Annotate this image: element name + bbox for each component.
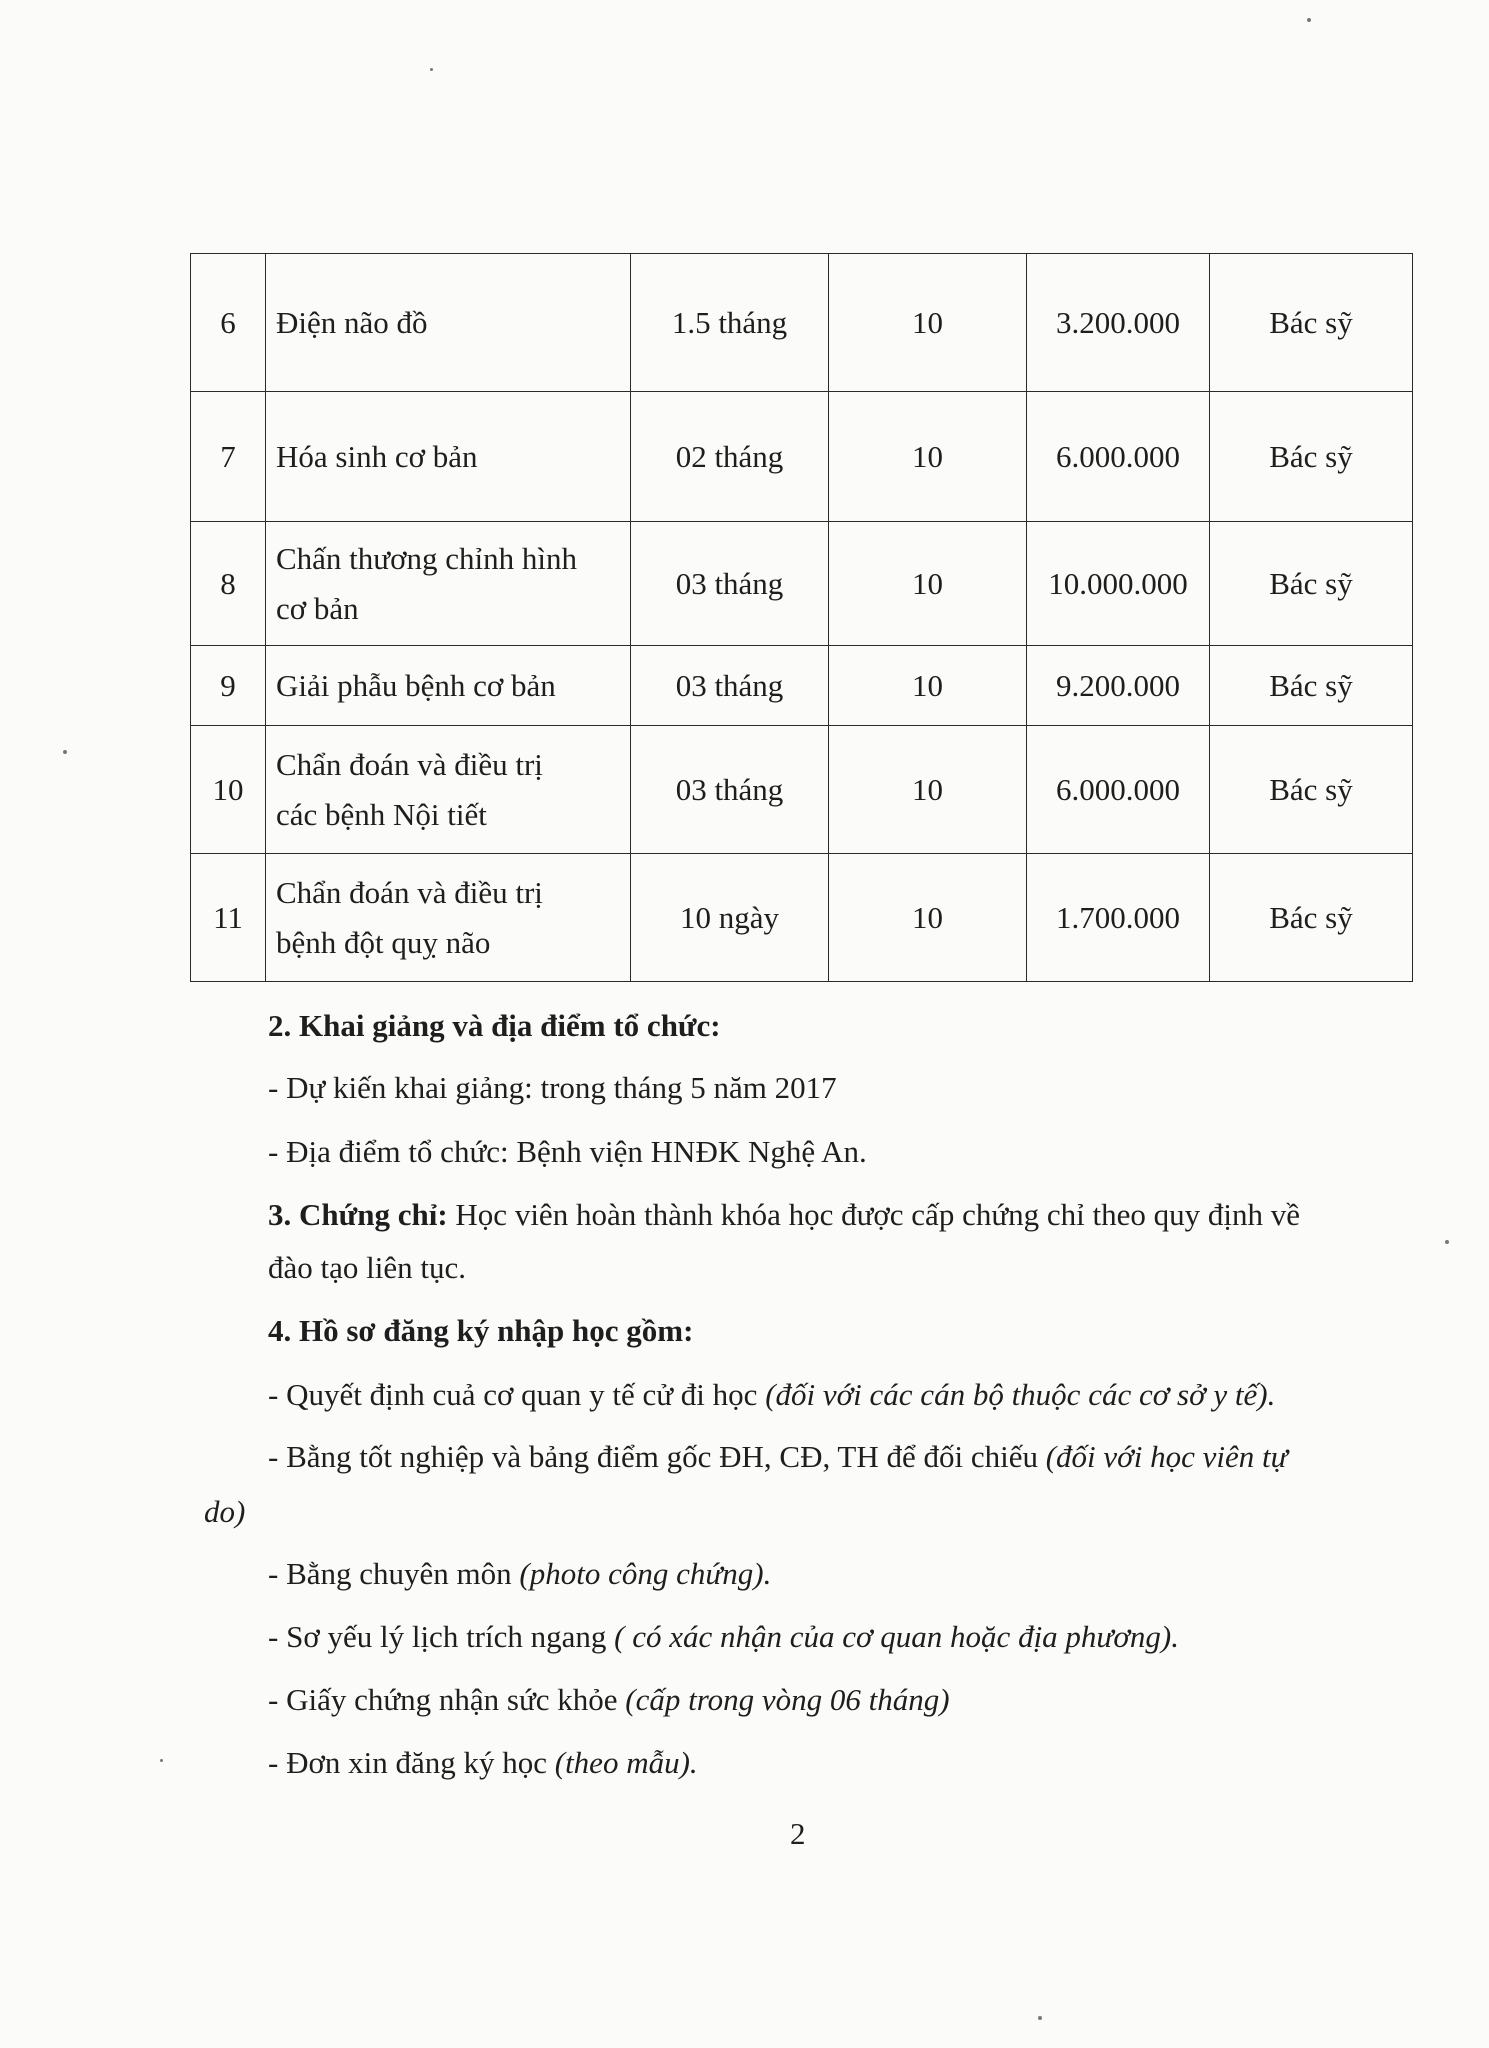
course-name: Hóa sinh cơ bản [266,392,631,522]
table-row [191,854,1413,982]
list-item-text: - Đơn xin đăng ký học [268,1745,555,1780]
list-item-note: (cấp trong vòng 06 tháng) [625,1682,950,1717]
table-row [191,726,1413,854]
list-item-text: - Sơ yếu lý lịch trích ngang [268,1619,615,1654]
course-target: Bác sỹ [1210,854,1413,982]
list-item [268,1680,950,1720]
list-item-note: (đối với học viên tự [1045,1439,1288,1474]
course-duration: 03 tháng [631,522,829,646]
course-name: Điện não đồ [266,254,631,392]
list-item [268,1375,1275,1415]
course-target: Bác sỹ [1210,726,1413,854]
course-name-line: Chẩn đoán và điều trị [276,746,543,782]
list-item [268,1437,1288,1477]
course-name-line: bệnh đột quỵ não [276,924,491,960]
row-number: 6 [191,254,266,392]
row-number: 9 [191,646,266,726]
list-item-text: - Quyết định cuả cơ quan y tế cử đi học [268,1377,766,1412]
scan-speck [430,68,433,71]
course-count: 10 [829,392,1027,522]
table-row [191,392,1413,522]
list-item-text: - Giấy chứng nhận sức khỏe [268,1682,626,1717]
page-number: 2 [790,1816,806,1851]
course-name [266,726,631,854]
course-name-line: Chấn thương chỉnh hình [276,540,577,576]
course-count: 10 [829,646,1027,726]
list-item [268,1554,771,1594]
course-fee: 6.000.000 [1027,392,1210,522]
row-number: 11 [191,854,266,982]
scan-speck [1445,1240,1449,1244]
list-item-cont [204,1492,245,1532]
course-fee: 6.000.000 [1027,726,1210,854]
section-3-text-cont: đào tạo liên tục. [268,1250,466,1285]
table-row [191,254,1413,392]
course-name-line: các bệnh Nội tiết [276,796,487,832]
course-duration: 03 tháng [631,726,829,854]
course-target: Bác sỹ [1210,392,1413,522]
course-target: Bác sỹ [1210,522,1413,646]
scan-speck [1038,2016,1042,2020]
course-count: 10 [829,854,1027,982]
list-item-text: - Bằng chuyên môn [268,1556,520,1591]
list-item [268,1617,1179,1657]
course-name [266,522,631,646]
course-target: Bác sỹ [1210,254,1413,392]
venue-line: - Địa điểm tổ chức: Bệnh viện HNĐK Nghệ An. [268,1134,867,1169]
course-count: 10 [829,726,1027,854]
course-count: 10 [829,254,1027,392]
row-number: 7 [191,392,266,522]
course-fee: 9.200.000 [1027,646,1210,726]
section-3-heading: 3. Chứng chỉ: [268,1197,448,1232]
course-duration: 10 ngày [631,854,829,982]
course-fee: 3.200.000 [1027,254,1210,392]
list-item-note: ( có xác nhận của cơ quan hoặc địa phương). [614,1619,1179,1654]
section-4-heading: 4. Hồ sơ đăng ký nhập học gồm: [268,1313,694,1348]
opening-date-line: - Dự kiến khai giảng: trong tháng 5 năm 2017 [268,1070,837,1105]
section-3-text: Học viên hoàn thành khóa học được cấp chứng chỉ theo quy định về [447,1197,1300,1232]
course-duration: 1.5 tháng [631,254,829,392]
list-item-note: (đối với các cán bộ thuộc các cơ sở y tế). [765,1377,1276,1412]
row-number: 8 [191,522,266,646]
course-fee: 1.700.000 [1027,854,1210,982]
list-item-text: - Bằng tốt nghiệp và bảng điểm gốc ĐH, CĐ, TH để đối chiếu [268,1439,1046,1474]
section-3-paragraph [268,1195,1300,1235]
course-count: 10 [829,522,1027,646]
scan-speck [1307,18,1311,22]
row-number: 10 [191,726,266,854]
section-2-heading: 2. Khai giảng và địa điểm tổ chức: [268,1008,721,1043]
course-name [266,854,631,982]
list-item-note: (photo công chứng). [519,1556,772,1591]
course-duration: 03 tháng [631,646,829,726]
scan-speck [63,750,67,754]
course-table [190,253,1413,982]
course-fee: 10.000.000 [1027,522,1210,646]
course-target: Bác sỹ [1210,646,1413,726]
list-item-note: (theo mẫu). [554,1745,698,1780]
scan-speck [160,1759,163,1762]
course-name: Giải phẫu bệnh cơ bản [266,646,631,726]
list-item-note-cont: do) [204,1494,246,1529]
course-duration: 02 tháng [631,392,829,522]
table-row [191,522,1413,646]
table-row [191,646,1413,726]
course-name-line: Chẩn đoán và điều trị [276,874,543,910]
course-name-line: cơ bản [276,590,359,626]
list-item [268,1743,698,1783]
